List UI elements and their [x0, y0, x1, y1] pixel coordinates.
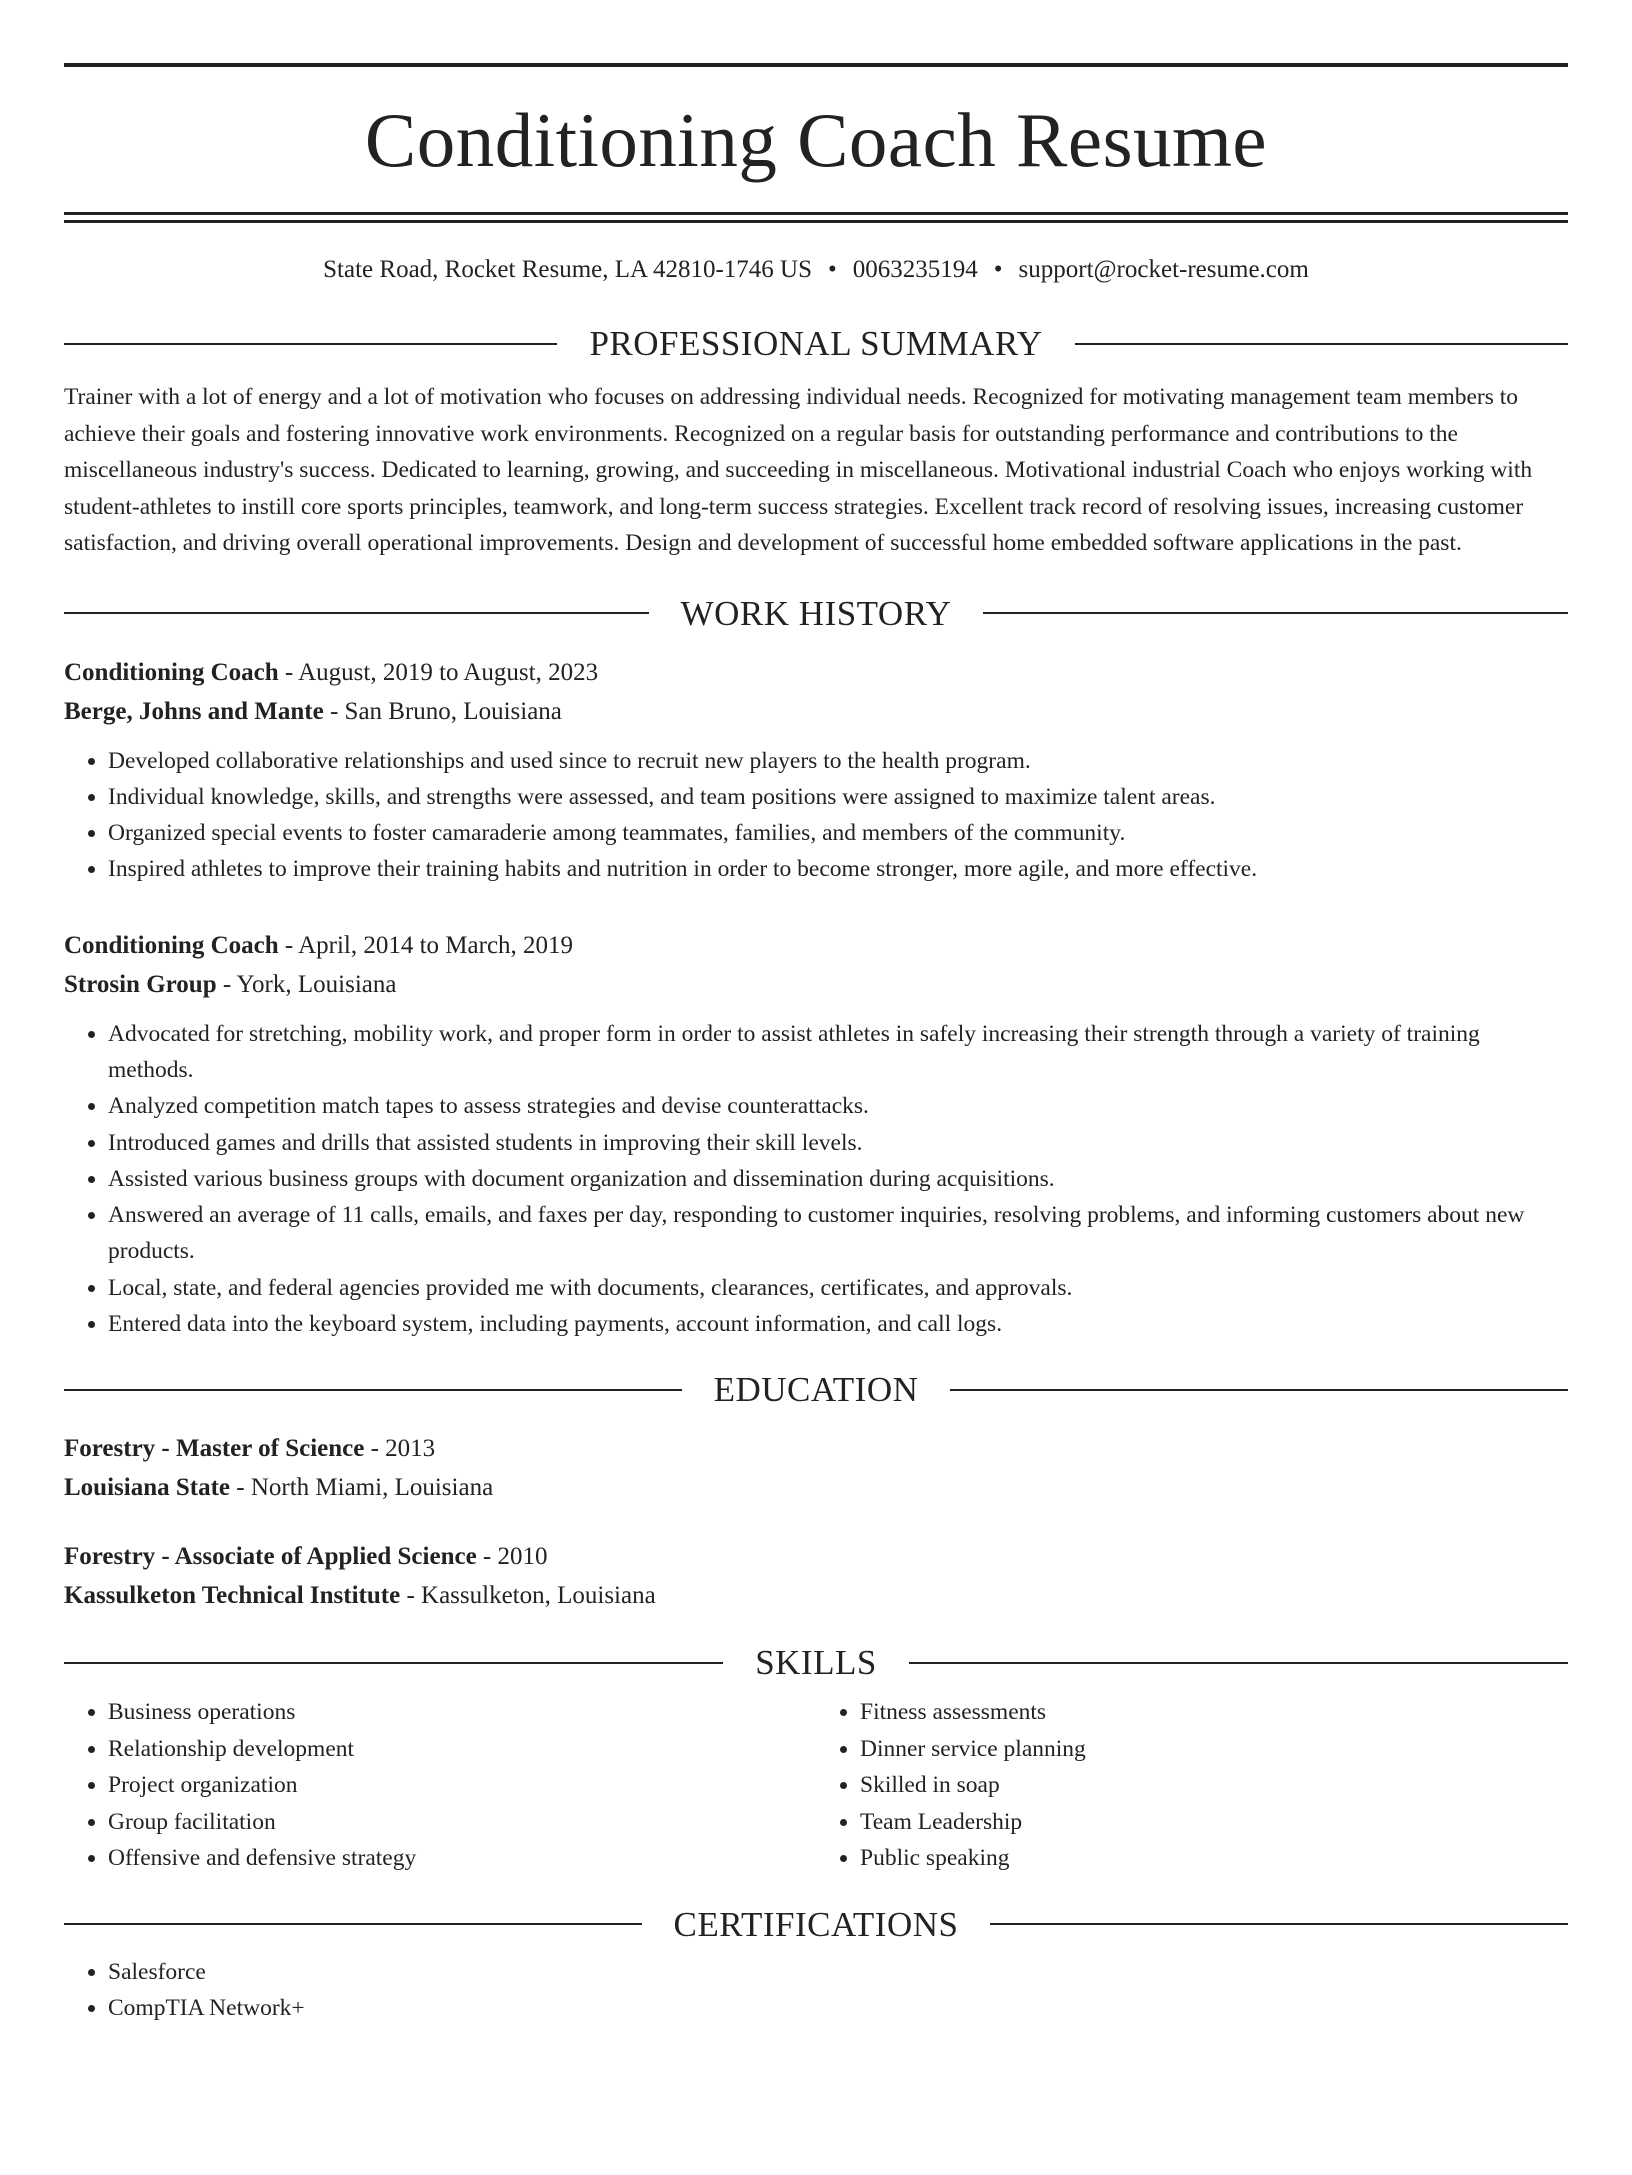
- list-item: • Inspired athletes to improve their training habits and nutrition in order to become stronger, more agile, and more effective.: [108, 851, 1568, 887]
- degree-line: [64, 1537, 1568, 1576]
- job-dates: - August, 2019 to August, 2023: [278, 658, 599, 686]
- summary-text: Trainer with a lot of energy and a lot of motivation who focuses on addressing individual needs. Recognized for motivating management team members to achieve their goals and fostering innovative work environments. Recognized on a regular basis for outstanding performance and contributions to the miscellaneous industry's success. Dedicated to learning, growing, and succeeding in miscellaneous. Motivational industrial Coach who enjoys working with student-athletes to instill core sports principles, teamwork, and long-term success strategies. Excellent track record of resolving issues, increasing customer satisfaction, and driving overall operational improvements. Design and development of successful home embedded software applications in the past.: [64, 384, 1533, 556]
- school-line: [64, 1468, 1568, 1507]
- list-item: • Fitness assessments: [860, 1694, 1568, 1731]
- job-title-line: [64, 653, 1568, 692]
- list-item: • Team Leadership: [860, 1804, 1568, 1841]
- company-name: Berge, Johns and Mante: [64, 697, 324, 725]
- job-entry: [64, 653, 1568, 888]
- school-location: - North Miami, Louisiana: [230, 1474, 494, 1502]
- phone: 0063235194: [852, 256, 978, 283]
- list-item: • Group facilitation: [108, 1804, 816, 1841]
- list-item: • Relationship development: [108, 1731, 816, 1768]
- job-title-line: [64, 926, 1568, 965]
- divider: [983, 612, 1568, 614]
- list-item: • Public speaking: [860, 1840, 1568, 1877]
- list-item: • Local, state, and federal agencies provided me with documents, clearances, certificates, and approvals.: [108, 1270, 1568, 1306]
- certifications-heading: [64, 1904, 1568, 1944]
- list-item: • Organized special events to foster camaraderie among teammates, families, and members of the community.: [108, 815, 1568, 851]
- section-title: EDUCATION: [713, 1370, 919, 1410]
- divider: [64, 612, 649, 614]
- school-name: Louisiana State: [64, 1474, 231, 1502]
- certifications-list: [64, 1954, 1568, 2027]
- divider: [1075, 343, 1568, 345]
- education-entry: [64, 1429, 1568, 1507]
- section-title: CERTIFICATIONS: [673, 1904, 959, 1944]
- company-line: [64, 965, 1568, 1004]
- divider: [64, 1662, 723, 1664]
- school-location: - Kassulketon, Louisiana: [400, 1582, 656, 1610]
- section-title: WORK HISTORY: [680, 593, 952, 633]
- list-item: • Project organization: [108, 1767, 816, 1804]
- degree-line: [64, 1429, 1568, 1468]
- list-item: • Developed collaborative relationships and used since to recruit new players to the health program.: [108, 743, 1568, 779]
- list-item: • Answered an average of 11 calls, emails, and faxes per day, responding to customer inquiries, resolving problems, and informing customers about new products.: [108, 1197, 1568, 1270]
- list-item: • Entered data into the keyboard system, including payments, account information, and call logs.: [108, 1306, 1568, 1342]
- company-location: - San Bruno, Louisiana: [323, 697, 562, 725]
- company-line: [64, 692, 1568, 731]
- divider: [64, 1923, 642, 1925]
- divider: [950, 1389, 1568, 1391]
- section-title: SKILLS: [755, 1643, 877, 1683]
- education-entry: [64, 1537, 1568, 1615]
- summary-heading: [64, 326, 1568, 361]
- job-dates: - April, 2014 to March, 2019: [278, 931, 574, 959]
- degree: Forestry - Associate of Applied Science: [64, 1543, 477, 1571]
- contact-line: [64, 257, 1568, 282]
- divider: [909, 1662, 1568, 1664]
- job-bullets: [64, 743, 1568, 888]
- degree: Forestry - Master of Science: [64, 1435, 365, 1463]
- job-title: Conditioning Coach: [64, 931, 279, 959]
- job-title: Conditioning Coach: [64, 658, 279, 686]
- list-item: • Business operations: [108, 1694, 816, 1731]
- resume-page: [0, 63, 1632, 2175]
- resume-title: Conditioning Coach Resume: [364, 97, 1268, 183]
- list-item: • CompTIA Network+: [108, 1990, 1568, 2026]
- list-item: • Dinner service planning: [860, 1731, 1568, 1768]
- email: support@rocket-resume.com: [1018, 256, 1309, 283]
- list-item: • Assisted various business groups with document organization and dissemination during acquisitions.: [108, 1161, 1568, 1197]
- double-rule: [64, 212, 1568, 223]
- separator: •: [828, 256, 837, 283]
- section-title: PROFESSIONAL SUMMARY: [589, 324, 1043, 363]
- education-heading: [64, 1370, 1568, 1410]
- list-item: • Skilled in soap: [860, 1767, 1568, 1804]
- top-rule: [64, 63, 1568, 67]
- list-item: • Offensive and defensive strategy: [108, 1840, 816, 1877]
- list-item: • Advocated for stretching, mobility work, and proper form in order to assist athletes in safely increasing their strength through a variety of training methods.: [108, 1016, 1568, 1089]
- divider: [64, 343, 557, 345]
- skills-column-left: [64, 1694, 816, 1877]
- skills-column-right: [816, 1694, 1568, 1877]
- job-bullets: [64, 1016, 1568, 1343]
- company-name: Strosin Group: [64, 970, 217, 998]
- address: State Road, Rocket Resume, LA 42810-1746 US: [323, 256, 812, 283]
- school-line: [64, 1576, 1568, 1615]
- list-item: • Introduced games and drills that assisted students in improving their skill levels.: [108, 1125, 1568, 1161]
- job-entry: [64, 926, 1568, 1343]
- list-item: • Salesforce: [108, 1954, 1568, 1990]
- degree-year: - 2013: [364, 1435, 436, 1463]
- degree-year: - 2010: [476, 1543, 548, 1571]
- divider: [990, 1923, 1568, 1925]
- list-item: • Individual knowledge, skills, and strengths were assessed, and team positions were assigned to maximize talent areas.: [108, 779, 1568, 815]
- work-heading: [64, 593, 1568, 633]
- skills-heading: [64, 1643, 1568, 1683]
- divider: [64, 1389, 682, 1391]
- school-name: Kassulketon Technical Institute: [64, 1582, 401, 1610]
- separator: •: [993, 256, 1003, 283]
- company-location: - York, Louisiana: [216, 970, 397, 998]
- skills-list: [64, 1694, 1568, 1877]
- list-item: • Analyzed competition match tapes to assess strategies and devise counterattacks.: [108, 1088, 1568, 1124]
